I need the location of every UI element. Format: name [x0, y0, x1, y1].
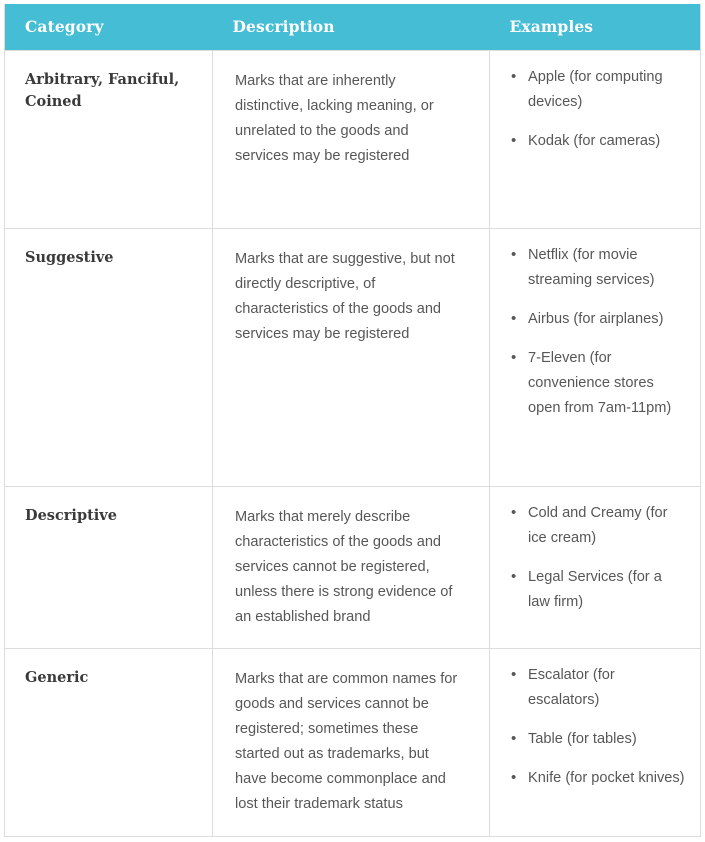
trademark-categories-table — [4, 4, 701, 837]
cell-category: Suggestive — [5, 228, 213, 486]
cell-description: Marks that merely describe characteristics of the goods and services cannot be registered, unless there is strong evidence of an established brand — [213, 486, 490, 648]
cell-examples — [490, 648, 701, 836]
column-header-description: Description — [232, 17, 335, 37]
list-item: • Cold and Creamy (for ice cream) — [528, 501, 686, 551]
table-header — [5, 4, 701, 50]
example-list — [500, 243, 686, 422]
list-item: • Apple (for computing devices) — [528, 65, 686, 115]
list-item: • Legal Services (for a law firm) — [528, 565, 686, 615]
cell-description: Marks that are suggestive, but not directly descriptive, of characteristics of the goods and services may be registered — [213, 228, 490, 486]
cell-description: Marks that are inherently distinctive, lacking meaning, or unrelated to the goods and services may be registered — [213, 50, 490, 228]
cell-examples — [490, 50, 701, 228]
list-item: • Escalator (for escalators) — [528, 663, 686, 713]
table-header-row — [5, 4, 701, 50]
list-item: • Knife (for pocket knives) — [528, 766, 686, 791]
cell-description: Marks that are common names for goods and services cannot be registered; sometimes these started out as trademarks, but have become commonplace and lost their trademark status — [213, 648, 490, 836]
list-item: • Kodak (for cameras) — [528, 129, 686, 154]
table-row — [5, 228, 701, 486]
cell-examples — [490, 486, 701, 648]
column-header-category: Category — [25, 17, 104, 37]
example-list — [500, 501, 686, 615]
cell-category: Generic — [5, 648, 213, 836]
example-list — [500, 65, 686, 154]
cell-category: Descriptive — [5, 486, 213, 648]
cell-category: Arbitrary, Fanciful, Coined — [5, 50, 213, 228]
list-item: • 7-Eleven (for convenience stores open from 7am-11pm) — [528, 346, 686, 421]
column-header-examples: Examples — [509, 17, 594, 37]
list-item: • Airbus (for airplanes) — [528, 307, 686, 332]
table-row — [5, 648, 701, 836]
list-item: • Table (for tables) — [528, 727, 686, 752]
table-row — [5, 486, 701, 648]
example-list — [500, 663, 686, 791]
cell-examples — [490, 228, 701, 486]
table-row — [5, 50, 701, 228]
list-item: • Netflix (for movie streaming services) — [528, 243, 686, 293]
table-body — [5, 50, 701, 836]
